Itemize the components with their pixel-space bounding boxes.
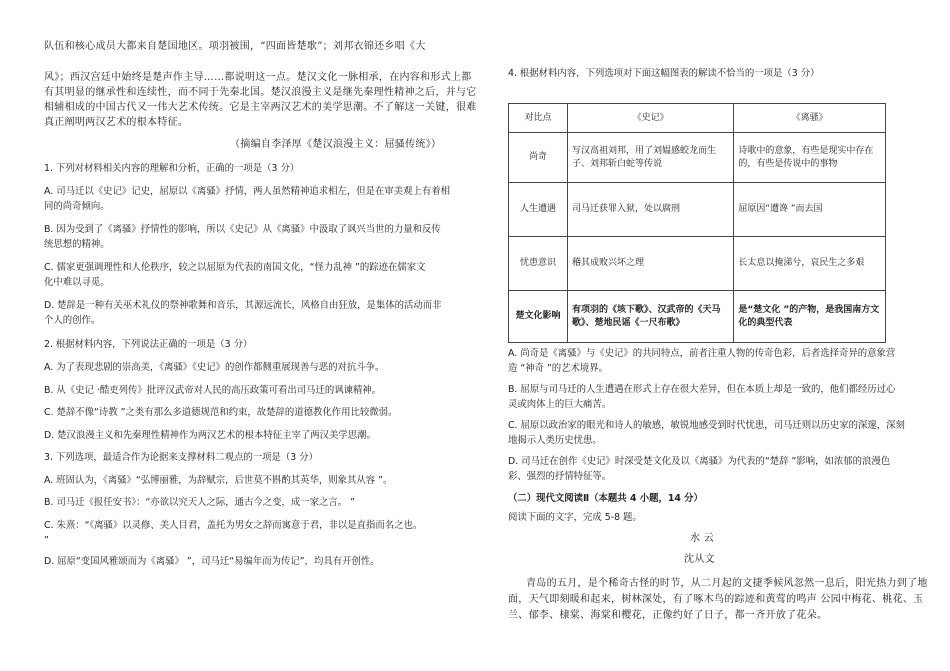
article-paragraph-line: 兰、郁李、棣棠、海棠和樱花，正像约好了日子，都一齐开放了花朵。 bbox=[508, 610, 828, 621]
q2-option-a: A. 为了表现悲剧的崇高美，《离骚》《史记》的创作都侧重展现善与恶的对抗斗争。 bbox=[44, 362, 385, 373]
cell-lisao: 诗歌中的意象，有些是现实中存在的，有些是传说中的事物 bbox=[734, 133, 886, 183]
passage-line: 风》；西汉宫廷中始终是楚声作主导……都说明这一点。楚汉文化一脉相承，在内容和形式上都 bbox=[44, 72, 472, 83]
q1-option-c: C. 儒家更强调理性和人伦秩序，较之以屈原为代表的南国文化，“怪力乱神 ”的踪迹在儒家文 bbox=[44, 262, 426, 273]
q1-option-b: B. 因为受到了《离骚》抒情性的影响，所以《史记》从《离骚》中汲取了讽兴当世的力量和反传 bbox=[44, 224, 441, 235]
article-title: 水 云 bbox=[690, 533, 715, 544]
passage-line: 有其明显的继承性和连续性，而不同于先秦北国。楚汉浪漫主义是继先秦理性精神之后，并与它 bbox=[44, 87, 477, 98]
q3-option-b: B. 司马迁《报任安书》：“亦欲以究天人之际，通古今之变，成一家之言。 ” bbox=[44, 497, 356, 508]
q1-option-d: D. 楚辞是一种有关巫术礼仪的祭神歌舞和音乐，其源远流长，风格自由狂放，是集体的活动而非 bbox=[44, 300, 442, 311]
q1-stem: 1. 下列对材料相关内容的理解和分析，正确的一项是（3 分） bbox=[44, 163, 300, 174]
table-header-row bbox=[509, 104, 886, 133]
table-row bbox=[509, 237, 886, 291]
passage-source: （摘编自李泽厚《楚汉浪漫主义：屈骚传统》） bbox=[230, 139, 442, 150]
q4-option-d: D. 司马迁在创作《史记》时深受楚文化及以《离骚》为代表的“楚辞 ”影响，如浓郁的浪漫色 bbox=[508, 456, 891, 467]
table-header: 《史记》 bbox=[568, 104, 734, 133]
article-paragraph-line: 青岛的五月，是个稀奇古怪的时节，从二月起的文捷季候风忽然一息后，阳光热力到了地 bbox=[526, 578, 928, 589]
q1-option-a-cont: 同的尚奇倾向。 bbox=[44, 201, 110, 212]
table-header: 对比点 bbox=[509, 104, 568, 133]
q2-stem: 2. 根据材料内容，下列说法正确的一项是（3 分） bbox=[44, 339, 253, 350]
row-key: 忧患意识 bbox=[509, 237, 568, 291]
q1-option-a: A. 司马迁以《史记》记史，屈原以《离骚》抒情，两人虽然精神追求相左，但是在审美观上有着相 bbox=[44, 186, 450, 197]
table-row bbox=[509, 291, 886, 343]
cell-lisao: 长太息以掩涕兮，哀民生之多艰 bbox=[734, 237, 886, 291]
passage-line: 真正阐明两汉艺术的根本特征。 bbox=[44, 117, 189, 128]
cell-shiji: 稽其成败兴坏之理 bbox=[568, 237, 734, 291]
cell-shiji: 有项羽的《垓下歌》、汉武帝的《天马歌》、楚地民谣《一尺布歌》 bbox=[568, 291, 734, 343]
q4-option-b-cont: 灵或肉体上的巨大痛苦。 bbox=[508, 399, 612, 410]
article-paragraph-line: 面，天气即刻暖和起来，树林深处，有了啄木鸟的踪迹和黄莺的鸣声 公园中梅花、桃花、玉 bbox=[508, 594, 924, 605]
q1-option-d-cont: 个人的创作。 bbox=[44, 315, 101, 326]
q4-option-c-cont: 地揭示人类历史忧患。 bbox=[508, 435, 602, 446]
article-author: 沈从文 bbox=[684, 554, 715, 565]
cell-lisao: 屈原因“遭谗 ”而去国 bbox=[734, 183, 886, 237]
q1-option-b-cont: 统思想的精神。 bbox=[44, 239, 110, 250]
q1-option-c-cont: 化中难以寻觅。 bbox=[44, 277, 110, 288]
reading-instruction: 阅读下面的文字，完成 5-8 题。 bbox=[508, 512, 642, 523]
passage-line: 队伍和核心成员大都来自楚国地区。项羽被围，“四面皆楚歌”；刘邦衣锦还乡唱《大 bbox=[44, 41, 426, 52]
q3-option-c: C. 朱熹：“《离骚》以灵修、美人目君，盖托为男女之辞而寓意于君，非以是直指而名之也。 bbox=[44, 520, 423, 531]
q4-option-a: A. 尚奇是《离骚》与《史记》的共同特点，前者注重人物的传奇色彩，后者选择奇异的意象营 bbox=[508, 348, 896, 359]
row-key: 人生遭遇 bbox=[509, 183, 568, 237]
cell-shiji: 司马迁获罪入狱，处以腐刑 bbox=[568, 183, 734, 237]
table-row bbox=[509, 183, 886, 237]
table-header: 《离骚》 bbox=[734, 104, 886, 133]
table-row bbox=[509, 133, 886, 183]
q4-option-a-cont: 造 “神奇 ”的艺术境界。 bbox=[508, 363, 609, 374]
q3-option-c-cont: ” bbox=[44, 535, 49, 546]
row-key: 尚奇 bbox=[509, 133, 568, 183]
cell-lisao: 是“楚文化 ”的产物，是我国南方文化的典型代表 bbox=[734, 291, 886, 343]
q3-option-a: A. 班固认为，《离骚》“弘博丽雅，为辞赋宗，后世莫不斟酌其英华，则象其从容 ”。 bbox=[44, 475, 393, 486]
section-title: （二）现代文阅读Ⅱ（本题共 4 小题，14 分） bbox=[508, 493, 703, 504]
q2-option-b: B. 从《史记 ·酷吏列传》批评汉武帝对人民的高压政策可看出司马迁的讽谏精神。 bbox=[44, 385, 382, 396]
cell-shiji: 写汉高祖刘邦，用了刘媪感蛟龙而生子、刘邦斩白蛇等传说 bbox=[568, 133, 734, 183]
q2-option-d: D. 楚汉浪漫主义和先秦理性精神作为两汉艺术的根本特征主宰了两汉美学思潮。 bbox=[44, 430, 376, 441]
q2-option-c: C. 楚辞不像“诗教 ”之类有那么多道德规范和约束，故楚辞的道德教化作用比较微弱。 bbox=[44, 407, 398, 418]
q3-option-d: D. 屈原“变国风雅颂而为《离骚》 ”，司马迁“易编年而为传记”，均具有开创性。 bbox=[44, 556, 380, 567]
q4-option-d-cont: 彩、强烈的抒情特征等。 bbox=[508, 471, 612, 482]
q4-option-b: B. 屈原与司马迁的人生遭遇在形式上存在很大差异，但在本质上却是一致的，他们都经历过心 bbox=[508, 384, 896, 395]
comparison-table bbox=[508, 103, 886, 343]
q4-stem: 4. 根据材料内容，下列选项对下面这幅图表的解读不恰当的一项是（3 分） bbox=[508, 68, 820, 79]
q4-option-c: C. 屈原以政治家的眼光和诗人的敏感，敏锐地感受到时代忧患，司马迁则以历史家的深邃，深刻 bbox=[508, 420, 905, 431]
q3-stem: 3. 下列选项，最适合作为论据来支撑材料二观点的一项是（3 分） bbox=[44, 452, 318, 463]
row-key: 楚文化影响 bbox=[509, 291, 568, 343]
passage-line: 相辅相成的中国古代又一伟大艺术传统。它是主宰两汉艺术的美学思潮。不了解这一关键，很难 bbox=[44, 102, 477, 113]
